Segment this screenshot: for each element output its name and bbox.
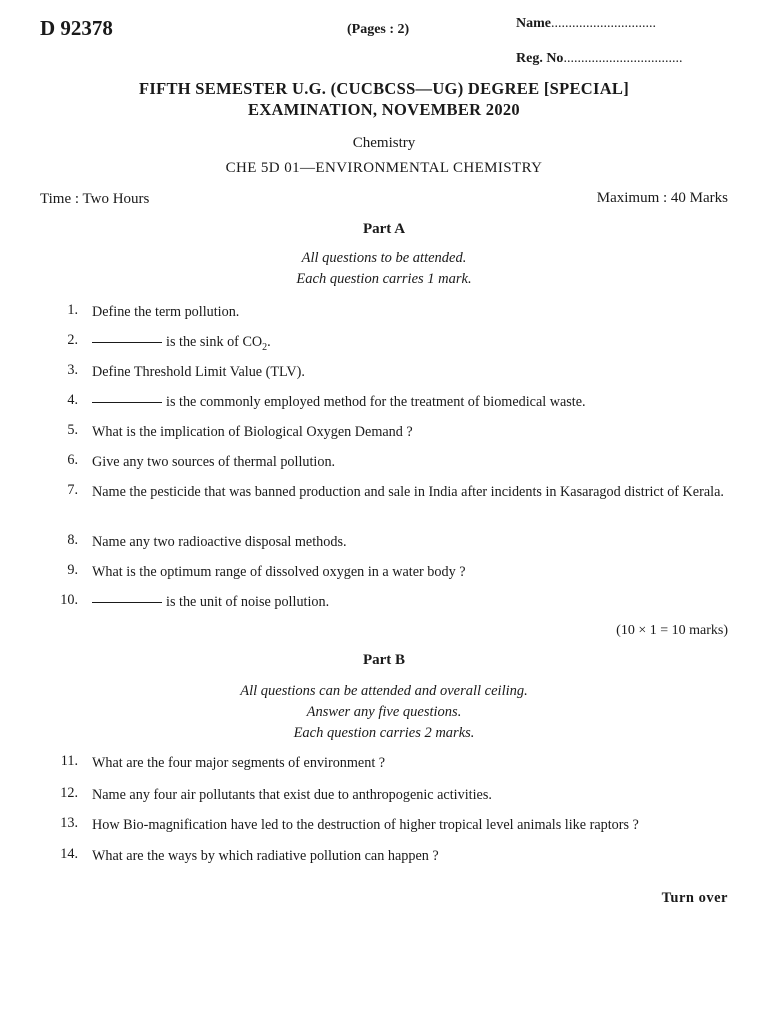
question-number: 11.	[60, 753, 78, 769]
exam-title-line2: EXAMINATION, NOVEMBER 2020	[248, 100, 520, 119]
part-a-marks: (10 × 1 = 10 marks)	[616, 623, 728, 638]
question-body: Name any four air pollutants that exist due to anthropogenic activities.	[92, 787, 492, 803]
part-b-instruction: Answer any five questions.	[306, 704, 462, 720]
question-text	[92, 532, 732, 552]
question-body: is the unit of noise pollution.	[166, 594, 330, 610]
question-number: 13.	[60, 815, 78, 831]
fill-in-blank	[92, 342, 162, 343]
question-tail: .	[267, 334, 271, 350]
question-text	[92, 753, 732, 773]
fill-in-blank	[92, 602, 162, 603]
maximum-marks: Maximum : 40 Marks	[596, 190, 728, 206]
part-b-instruction: All questions can be attended and overall ceiling.	[240, 683, 528, 699]
question-number: 9.	[67, 562, 78, 578]
question-body: What is the implication of Biological Oxygen Demand ?	[92, 424, 413, 440]
question-text	[92, 482, 732, 502]
question-text	[92, 846, 732, 866]
part-b-heading: Part B	[362, 652, 406, 668]
question-body: is the commonly employed method for the treatment of biomedical waste.	[166, 394, 586, 410]
subscript: 2	[262, 341, 268, 353]
question-number: 12.	[60, 785, 78, 801]
question-number: 4.	[67, 392, 78, 408]
question-text	[92, 392, 732, 412]
name-dots: ..............................	[551, 16, 656, 31]
part-a-instruction: All questions to be attended.	[301, 250, 467, 266]
exam-title-line1: FIFTH SEMESTER U.G. (CUCBCSS—UG) DEGREE [SPECIAL]	[138, 79, 630, 98]
name-label: Name	[516, 16, 551, 31]
question-number: 8.	[67, 532, 78, 548]
question-number: 2.	[67, 332, 78, 348]
question-body: How Bio-magnification have led to the destruction of higher tropical level animals like raptors ?	[92, 817, 639, 833]
part-b-instruction: Each question carries 2 marks.	[293, 725, 475, 741]
question-number: 3.	[67, 362, 78, 378]
question-text	[92, 302, 732, 322]
part-a-heading: Part A	[362, 221, 406, 237]
question-number: 10.	[60, 592, 78, 608]
question-body: What are the ways by which radiative pollution can happen ?	[92, 848, 439, 864]
question-text	[92, 592, 732, 612]
paper-code: D 92378	[40, 16, 113, 40]
question-body: What are the four major segments of environment ?	[92, 755, 386, 771]
question-text	[92, 562, 732, 582]
question-text	[92, 332, 732, 358]
question-body: Define the term pollution.	[92, 304, 240, 320]
question-body: What is the optimum range of dissolved oxygen in a water body ?	[92, 564, 466, 580]
question-number: 1.	[67, 302, 78, 318]
question-body: Name any two radioactive disposal methods.	[92, 534, 347, 550]
part-a-instruction: Each question carries 1 mark.	[296, 271, 472, 287]
turn-over: Turn over	[661, 890, 728, 906]
question-text	[92, 362, 732, 382]
time-allowed: Time : Two Hours	[40, 191, 150, 207]
fill-in-blank	[92, 402, 162, 403]
question-number: 14.	[60, 846, 78, 862]
reg-no-dots: ..................................	[563, 51, 683, 66]
page-count: (Pages : 2)	[347, 22, 410, 37]
name-field	[516, 16, 656, 32]
question-text	[92, 785, 732, 805]
question-text	[92, 422, 732, 442]
reg-no-field	[516, 51, 682, 67]
question-body: Name the pesticide that was banned production and sale in India after incidents in Kasaragod district of Kerala.	[92, 484, 724, 500]
question-number: 7.	[67, 482, 78, 498]
question-body: Give any two sources of thermal pollution.	[92, 454, 336, 470]
question-text	[92, 452, 732, 472]
question-text	[92, 815, 732, 835]
question-body: is the sink of CO	[166, 334, 263, 350]
subject: Chemistry	[352, 135, 416, 151]
paper-title: CHE 5D 01—ENVIRONMENTAL CHEMISTRY	[225, 160, 543, 176]
question-number: 6.	[67, 452, 78, 468]
question-number: 5.	[67, 422, 78, 438]
reg-no-label: Reg. No	[516, 51, 564, 66]
question-body: Define Threshold Limit Value (TLV).	[92, 364, 305, 380]
